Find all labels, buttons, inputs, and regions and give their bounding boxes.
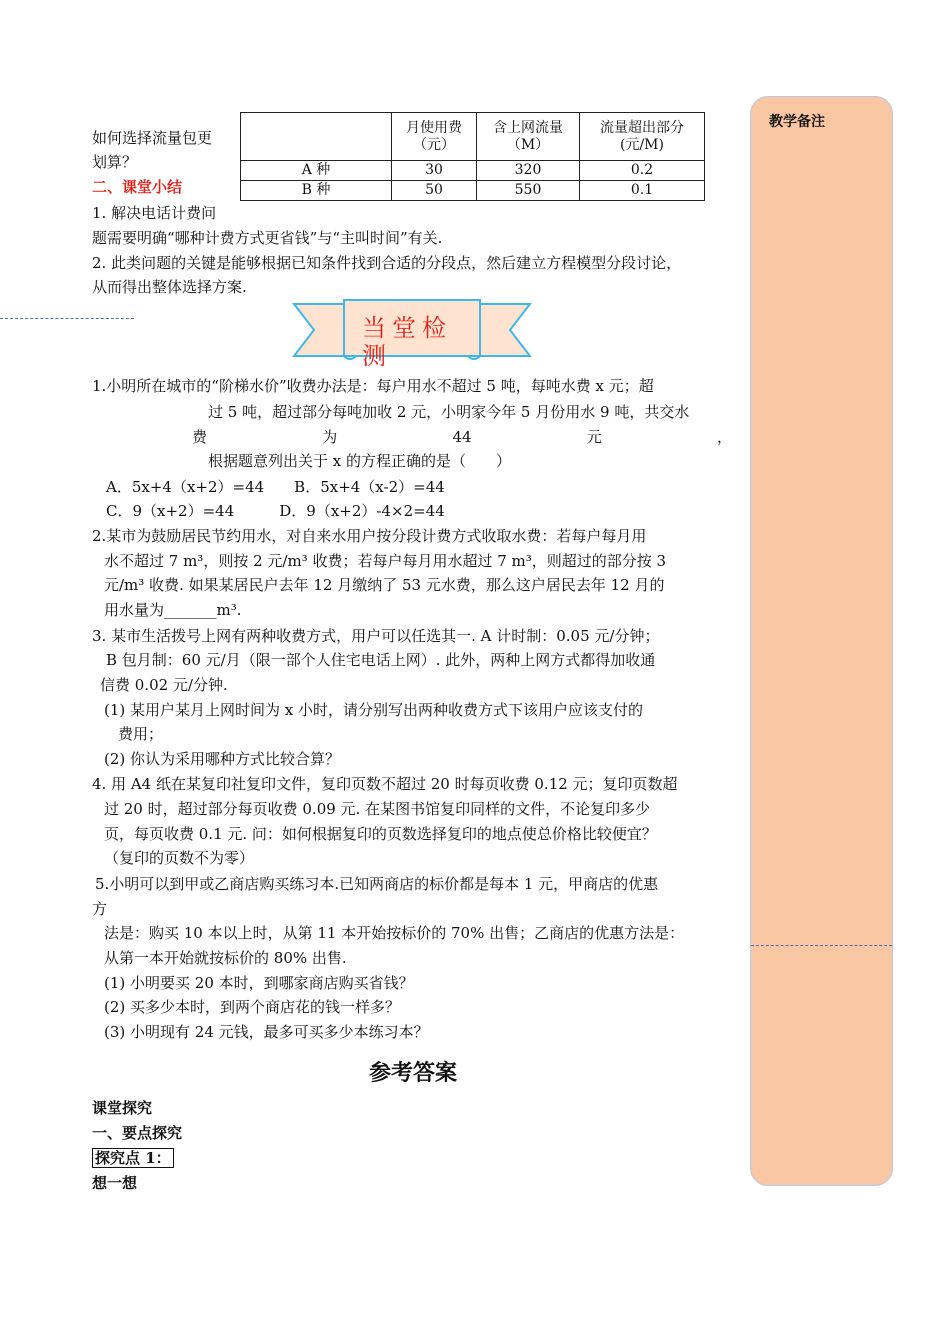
summary-p1-a: 1. 解决电话计费问 [92,204,217,222]
explore-point-label: 探究点 1： [92,1148,174,1168]
table-cell: 0.2 [580,161,705,181]
summary-p2-b: 从而得出整体选择方案. [92,278,247,296]
q3-sub-1-b: 费用； [118,725,164,743]
q2-line-2: 水不超过 7 m³，则按 2 元/m³ 收费；若每户每月用水超过 7 m³，则超过的部分按 3 [104,552,667,570]
table-header-cell: 含上网流量 （M） [477,113,580,161]
q5-sub-1: (1) 小明要买 20 本时，到哪家商店购买省钱？ [104,974,414,992]
q1-line-2: 过 5 吨，超过部分每吨加收 2 元，小明家今年 5 月份用水 9 吨，共交水 [208,403,690,421]
table-header-cell: 流量超出部分 (元/M) [580,113,705,161]
table-cell: 0.1 [580,181,705,201]
answers-title: 参考答案 [368,1061,457,1086]
table-cell: 320 [477,161,580,181]
q3-sub-1-a: (1) 某用户某月上网时间为 x 小时，请分别写出两种收费方式下该用户应该支付的 [104,701,644,719]
answers-heading-3 [92,1148,174,1168]
q5-line-2: 方 [92,900,108,918]
q1-options-cd: C．9（x+2）=44 D．9（x+2）-4×2=44 [106,502,445,520]
section-divider [0,318,134,319]
answers-heading-2: 一、要点探究 [92,1124,183,1142]
q4-line-4: （复印的页数不为零） [104,849,255,867]
intro-line-2: 划算？ [92,153,138,171]
q5-line-1: 5.小明可以到甲或乙商店购买练习本.已知两商店的标价都是每本 1 元，甲商店的优惠 [95,875,659,893]
teaching-notes-panel [750,96,893,1186]
table-row [241,161,705,181]
q5-sub-3: (3) 小明现有 24 元钱，最多可买多少本练习本？ [104,1023,429,1041]
q2-line-3: 元/m³ 收费. 如果某居民户去年 12 月缴纳了 53 元水费，那么这户居民去年 12 月的 [104,576,665,594]
q2-line-1: 2.某市为鼓励居民节约用水，对自来水用户按分段计费方式收取水费：若每户每月用 [92,527,647,545]
table-cell: A 种 [241,161,392,181]
q1-line-1: 1.小明所在城市的“阶梯水价”收费办法是：每户用水不超过 5 吨，每吨水费 x 元；超 [92,377,654,395]
q3-sub-2: (2) 你认为采用哪种方式比较合算？ [104,750,341,768]
answers-heading-1: 课堂探究 [92,1099,153,1117]
intro-line-1: 如何选择流量包更 [92,129,213,147]
sidebar-divider [751,945,892,946]
summary-heading: 二、课堂小结 [92,178,183,196]
table-header-cell [241,113,392,161]
table-cell: B 种 [241,181,392,201]
table-row [241,181,705,201]
table-cell: 550 [477,181,580,201]
summary-p2-a: 2. 此类问题的关键是能够根据已知条件找到合适的分段点，然后建立方程模型分段讨论， [92,254,682,272]
q2-line-4: 用水量为_______m³. [104,601,242,619]
q5-sub-2: (2) 买多少本时，到两个商店花的钱一样多？ [104,998,401,1016]
q4-line-1: 4. 用 A4 纸在某复印社复印文件，复印页数不超过 20 时每页收费 0.12 元；复印页数超 [92,775,678,793]
q3-line-1: 3. 某市生活拨号上网有两种收费方式，用户可以任选其一. A 计时制：0.05 元/分钟； [92,627,660,645]
data-plan-table [240,112,705,201]
teaching-notes-title: 教学备注 [769,114,825,130]
q1-line-4: 根据题意列出关于 x 的方程正确的是（ ） [208,452,511,470]
banner-title: 当堂检测 [362,314,452,370]
q1-options-ab: A．5x+4（x+2）=44 B．5x+4（x-2）=44 [106,478,445,496]
table-header-row [241,113,705,161]
table-cell: 50 [392,181,477,201]
q4-line-3: 页，每页收费 0.1 元. 问：如何根据复印的页数选择复印的地点使总价格比较便宜？ [104,825,657,843]
q1-line-3: 费 为 44 元 ， [192,428,732,446]
q4-line-2: 过 20 时，超过部分每页收费 0.09 元. 在某图书馆复印同样的文件，不论复印多少 [104,800,651,818]
summary-p1-b: 题需要明确“哪种计费方式更省钱”与“主叫时间”有关. [92,229,443,247]
table-header-cell: 月使用费 （元） [392,113,477,161]
answers-heading-4: 想一想 [92,1174,138,1192]
q5-line-4: 从第一本开始就按标价的 80% 出售. [104,949,347,967]
q3-line-3: 信费 0.02 元/分钟. [100,676,228,694]
q3-line-2: B 包月制：60 元/月（限一部个人住宅电话上网）. 此外，两种上网方式都得加收通 [106,651,656,669]
q5-line-3: 法是：购买 10 本以上时，从第 11 本开始按标价的 70% 出售；乙商店的优惠方法是： [104,924,685,942]
table-cell: 30 [392,161,477,181]
